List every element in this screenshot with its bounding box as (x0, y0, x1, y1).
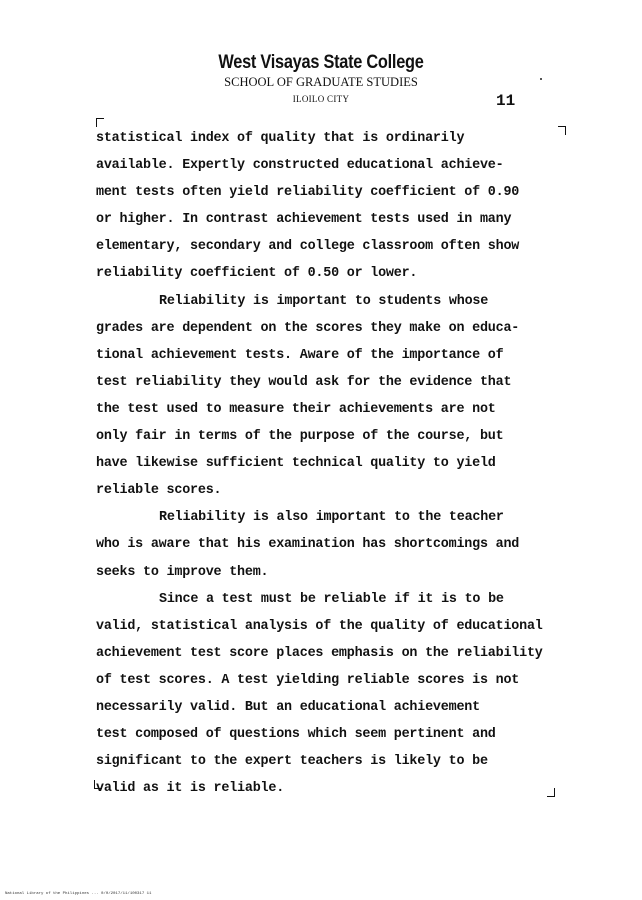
text-line: Reliability is important to students whose (159, 293, 489, 309)
text-line: valid, statistical analysis of the quality of educational (96, 618, 543, 634)
text-line: the test used to measure their achievements are not (96, 401, 496, 417)
text-line: or higher. In contrast achievement tests used in many (96, 212, 512, 228)
paragraph (96, 125, 566, 288)
text-line: Reliability is also important to the teacher (159, 510, 504, 526)
body-text (96, 125, 566, 802)
paragraph (96, 586, 566, 803)
text-line: valid as it is reliable. (96, 781, 285, 797)
text-line: of test scores. A test yielding reliable scores is not (96, 672, 520, 688)
text-line: elementary, secondary and college classroom often show (96, 239, 520, 255)
text-line: grades are dependent on the scores they make on educa- (96, 320, 520, 336)
text-line: statistical index of quality that is ordinarily (96, 131, 465, 146)
text-line: necessarily valid. But an educational achievement (96, 699, 480, 715)
text-line: Since a test must be reliable if it is to be (159, 591, 504, 607)
text-line: who is aware that his examination has shortcomings and (96, 537, 520, 553)
text-line: test composed of questions which seem pertinent and (96, 727, 496, 743)
text-line: ment tests often yield reliability coefficient of 0.90 (96, 185, 520, 201)
text-line: only fair in terms of the purpose of the course, but (96, 429, 504, 445)
text-line: significant to the expert teachers is likely to be (96, 754, 488, 770)
page-number: 11 (496, 92, 516, 110)
paragraph (96, 504, 566, 585)
text-line: tional achievement tests. Aware of the importance of (96, 347, 504, 363)
footer-text: National Library of the Philippines ... 0/0/2017/11/100317 11 (5, 892, 152, 896)
text-line: achievement test score places emphasis on the reliability (96, 645, 543, 661)
text-line: available. Expertly constructed educational achieve- (96, 158, 504, 174)
text-line: seeks to improve them. (96, 564, 269, 580)
scan-dot (540, 78, 542, 80)
text-line: have likewise sufficient technical quality to yield (96, 456, 496, 472)
city-name: ILOILO CITY (292, 94, 350, 104)
paragraph (96, 288, 566, 505)
school-name: SCHOOL OF GRADUATE STUDIES (224, 75, 418, 89)
text-line: reliability coefficient of 0.50 or lower. (96, 266, 418, 282)
text-line: reliable scores. (96, 483, 222, 499)
text-line: test reliability they would ask for the evidence that (96, 374, 512, 390)
college-name: West Visayas State College (218, 52, 424, 73)
